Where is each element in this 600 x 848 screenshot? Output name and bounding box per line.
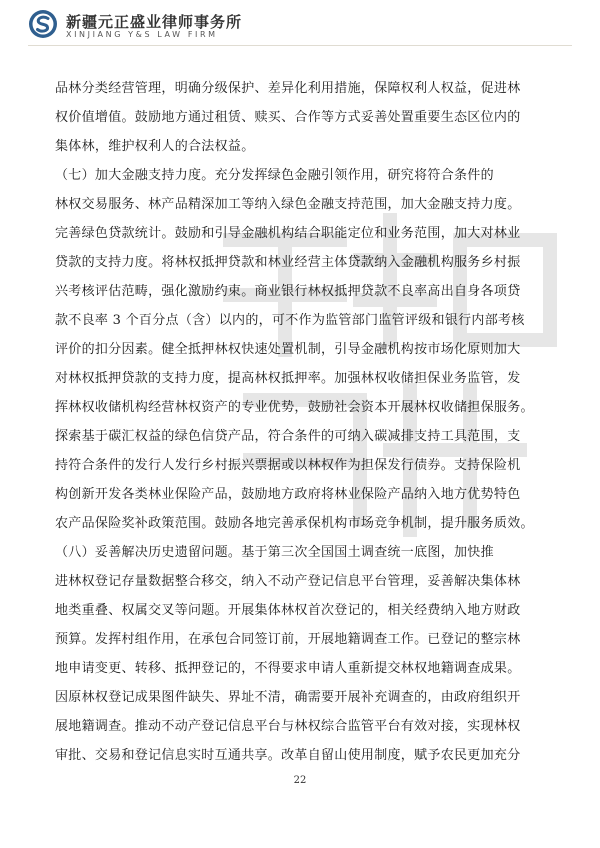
text-line: 品林分类经营管理，明确分级保护、差异化利用措施，保障权利人权益，促进林: [55, 81, 521, 96]
text-line: 探索基于碳汇权益的绿色信贷产品，符合条件的可纳入碳减排支持工具范围，支: [55, 429, 521, 444]
text-line: 权价值增值。鼓励地方通过租赁、赎买、合作等方式妥善处置重要生态区位内的: [55, 110, 521, 125]
text-line: 兴考核评估范畴，强化激励约束。商业银行林权抵押贷款不良率高出自身各项贷: [55, 284, 521, 299]
text-line: （八）妥善解决历史遗留问题。基于第三次全国国土调查统一底图，加快推: [55, 545, 494, 560]
text-line: 预算。发挥村组作用，在承包合同签订前，开展地籍调查工作。已登记的整宗林: [55, 632, 521, 647]
text-line: 农产品保险奖补政策范围。鼓励各地完善承保机构市场竞争机制，提升服务质效。: [55, 516, 534, 531]
text-line: 集体林，维护权利人的合法权益。: [55, 139, 255, 154]
text-line: 地类重叠、权属交叉等问题。开展集体林权首次登记的，相关经费纳入地方财政: [55, 603, 521, 618]
page-header: [28, 8, 572, 42]
header-divider: [28, 45, 572, 46]
text-line: 评价的扣分因素。健全抵押林权快速处置机制，引导金融机构按市场化原则加大: [55, 342, 521, 357]
text-line: 因原林权登记成果图件缺失、界址不清，确需要开展补充调查的，由政府组织开: [55, 690, 521, 705]
firm-name-cn: 新疆元正盛业律师事务所: [66, 13, 243, 31]
page-number: 22: [293, 775, 307, 786]
firm-logo-icon: [28, 9, 58, 39]
text-line: 地申请变更、转移、抵押登记的，不得要求申请人重新提交林权地籍调查成果。: [55, 661, 521, 676]
text-line: （七）加大金融支持力度。充分发挥绿色金融引领作用，研究将符合条件的: [55, 168, 494, 183]
text-line: 贷款的支持力度。将林权抵押贷款和林业经营主体贷款纳入金融机构服务乡村振: [55, 255, 521, 270]
text-line: 展地籍调查。推动不动产登记信息平台与林权综合监管平台有效对接，实现林权: [55, 719, 521, 734]
text-line: 林权交易服务、林产品精深加工等纳入绿色金融支持范围，加大金融支持力度。: [55, 197, 521, 212]
text-line: 审批、交易和登记信息实时互通共享。改革自留山使用制度，赋予农民更加充分: [55, 748, 521, 763]
text-line: 对林权抵押贷款的支持力度，提高林权抵押率。加强林权收储担保业务监管，发: [55, 371, 521, 386]
text-line: 款不良率 3 个百分点（含）以内的，可不作为监管部门监管评级和银行内部考核: [55, 313, 525, 328]
firm-name-en: XINJIANG Y&S LAW FIRM: [66, 30, 218, 39]
text-line: 构创新开发各类林业保险产品，鼓励地方政府将林业保险产品纳入地方优势特色: [55, 487, 521, 502]
text-line: 挥林权收储机构经营林权资产的专业优势，鼓励社会资本开展林权收储担保服务。: [55, 400, 534, 415]
text-line: 完善绿色贷款统计。鼓励和引导金融机构结合职能定位和业务范围，加大对林业: [55, 226, 521, 241]
text-line: 持符合条件的发行人发行乡村振兴票据或以林权作为担保发行债券。支持保险机: [55, 458, 521, 473]
text-line: 进林权登记存量数据整合移交，纳入不动产登记信息平台管理，妥善解决集体林: [55, 574, 521, 589]
document-body: [55, 74, 547, 770]
